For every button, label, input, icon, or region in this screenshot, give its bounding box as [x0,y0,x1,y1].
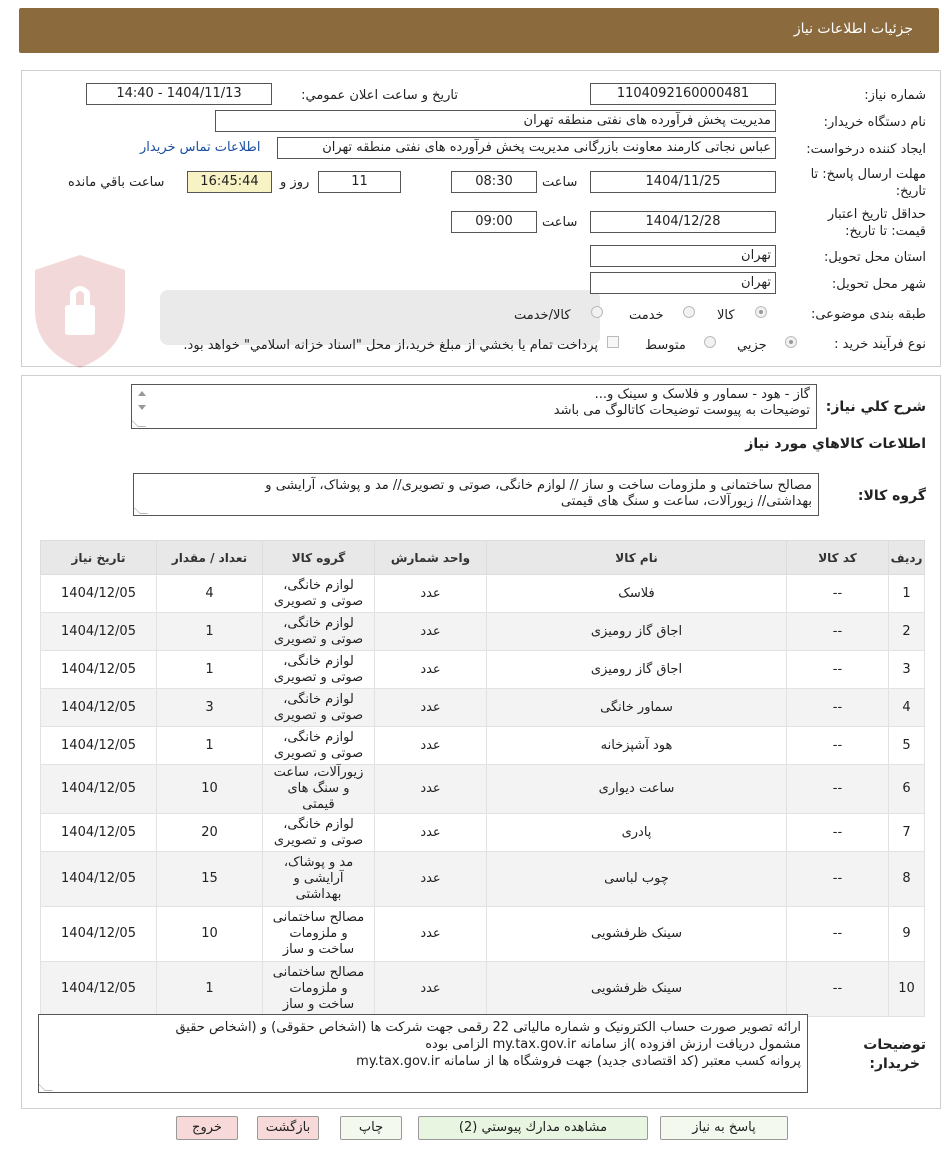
goods-group-line1: مصالح ساختمانی و ملزومات ساخت و ساز // لوازم خانگی، صوتی و تصویری// مد و پوشاک، آرایشی و [265,478,812,493]
buyer-notes-label [863,1036,926,1074]
col-name: نام کالا [487,541,787,575]
table-row [41,575,925,613]
description-line1: گاز - هود - سماور و فلاسک و سینک و... [594,387,810,402]
resize-grip-icon[interactable] [131,419,146,427]
validity-date-field: 1404/12/28 [590,211,776,233]
page-title: جزئیات اطلاعات نیاز [793,21,913,37]
cell-name: هود آشپزخانه [487,727,787,765]
announce-label: تاریخ و ساعت اعلان عمومي: [301,88,458,103]
deadline-time-field: 08:30 [451,171,537,193]
cell-unit: عدد [375,727,487,765]
print-button[interactable]: چاپ [340,1116,402,1140]
cell-qty: 15 [157,852,263,907]
cell-code: -- [787,613,889,651]
cell-group: زیورآلات، ساعت و سنگ های قیمتی [263,765,375,814]
cell-date: 1404/12/05 [41,689,157,727]
cell-name: سینک ظرفشویی [487,962,787,1017]
cell-group: مصالح ساختمانی و ملزومات ساخت و ساز [263,907,375,962]
cell-qty: 3 [157,689,263,727]
validity-label-line2: قيمت: تا تاريخ: [845,224,926,239]
cell-date: 1404/12/05 [41,814,157,852]
cell-unit: عدد [375,613,487,651]
province-field: تهران [590,245,776,267]
table-row [41,689,925,727]
cell-qty: 1 [157,651,263,689]
col-date: تاريخ نياز [41,541,157,575]
attachments-button[interactable]: مشاهده مدارك پيوستي (2) [418,1116,648,1140]
cell-row: 5 [889,727,925,765]
category-goods-radio[interactable] [755,306,767,318]
days-field: 11 [318,171,401,193]
description-label: شرح کلي نياز: [825,399,926,415]
validity-time-field: 09:00 [451,211,537,233]
reply-button[interactable]: پاسخ به نياز [660,1116,788,1140]
city-field: تهران [590,272,776,294]
cell-date: 1404/12/05 [41,651,157,689]
buyer-notes-line3: پروانه کسب معتبر (کد اقتصادی جدید) جهت فروشگاه ها از سامانه my.tax.gov.ir [356,1054,801,1069]
cell-date: 1404/12/05 [41,613,157,651]
announce-field: 1404/11/13 - 14:40 [86,83,272,105]
cell-unit: عدد [375,907,487,962]
description-line2: توضیحات به پیوست توضیحات کاتالوگ می باشد [553,403,810,418]
col-group: گروه کالا [263,541,375,575]
treasury-checkbox[interactable] [607,336,619,348]
table-row [41,852,925,907]
cell-name: ساعت دیواری [487,765,787,814]
cell-row: 8 [889,852,925,907]
requester-label: ايجاد کننده درخواست: [806,142,926,157]
cell-name: فلاسک [487,575,787,613]
cell-row: 6 [889,765,925,814]
requester-field: عباس نجاتی کارمند معاونت بازرگانی مدیریت پخش فرآورده های نفتی منطقه تهران [277,137,776,159]
city-label: شهر محل تحويل: [831,277,926,292]
cell-date: 1404/12/05 [41,907,157,962]
cell-date: 1404/12/05 [41,575,157,613]
cell-qty: 10 [157,907,263,962]
col-qty: تعداد / مقدار [157,541,263,575]
col-row: رديف [889,541,925,575]
cell-unit: عدد [375,651,487,689]
process-partial-radio[interactable] [785,336,797,348]
goods-section-title: اطلاعات کالاهاي مورد نياز [745,436,926,452]
cell-row: 2 [889,613,925,651]
cell-name: اجاق گاز رومیزی [487,651,787,689]
process-label: نوع فرآيند خريد : [834,337,926,352]
table-row [41,814,925,852]
cell-group: لوازم خانگی، صوتی و تصویری [263,727,375,765]
cell-group: مصالح ساختمانی و ملزومات ساخت و ساز [263,962,375,1017]
buyer-org-label: نام دستگاه خريدار: [823,115,926,130]
need-number-field: 1104092160000481 [590,83,776,105]
cell-group: لوازم خانگی، صوتی و تصویری [263,814,375,852]
cell-code: -- [787,689,889,727]
exit-button[interactable]: خروج [176,1116,238,1140]
table-row [41,651,925,689]
cell-date: 1404/12/05 [41,962,157,1017]
buyer-notes-label-line1: توضيحات [863,1037,926,1053]
cell-code: -- [787,575,889,613]
buyer-org-field: مدیریت پخش فرآورده های نفتی منطقه تهران [215,110,776,132]
cell-code: -- [787,814,889,852]
category-both-radio[interactable] [591,306,603,318]
process-medium-radio[interactable] [704,336,716,348]
cell-name: اجاق گاز رومیزی [487,613,787,651]
category-service-radio[interactable] [683,306,695,318]
cell-qty: 1 [157,962,263,1017]
cell-date: 1404/12/05 [41,727,157,765]
description-textarea[interactable] [131,384,817,429]
payment-note: پرداخت تمام يا بخشي از مبلغ خريد،از محل "اسناد خزانه اسلامي" خواهد بود. [183,338,598,353]
cell-code: -- [787,907,889,962]
table-header-row [41,541,925,575]
cell-name: پادری [487,814,787,852]
page-header [19,8,939,53]
table-row [41,613,925,651]
cell-code: -- [787,765,889,814]
cell-code: -- [787,852,889,907]
buyer-notes-textarea[interactable] [38,1014,808,1093]
remaining-label: ساعت باقي مانده [68,175,165,190]
cell-unit: عدد [375,852,487,907]
cell-date: 1404/12/05 [41,765,157,814]
goods-group-textarea[interactable] [133,473,819,516]
items-table [40,540,925,1017]
cell-group: مد و پوشاک، آرایشی و بهداشتی [263,852,375,907]
cell-row: 1 [889,575,925,613]
cell-qty: 10 [157,765,263,814]
cell-group: لوازم خانگی، صوتی و تصویری [263,651,375,689]
cell-unit: عدد [375,814,487,852]
cell-group: لوازم خانگی، صوتی و تصویری [263,575,375,613]
cell-qty: 20 [157,814,263,852]
remaining-time-field: 16:45:44 [187,171,272,193]
validity-hour-label: ساعت [542,215,578,230]
buyer-notes-label-line2: خريدار: [869,1056,920,1072]
cell-unit: عدد [375,765,487,814]
cell-group: لوازم خانگی، صوتی و تصویری [263,613,375,651]
deadline-date-field: 1404/11/25 [590,171,776,193]
buyer-contact-link[interactable]: اطلاعات تماس خريدار [140,140,261,155]
cell-name: سینک ظرفشویی [487,907,787,962]
cell-unit: عدد [375,962,487,1017]
cell-qty: 4 [157,575,263,613]
table-row [41,907,925,962]
cell-name: سماور خانگی [487,689,787,727]
scroll-arrows-icon[interactable] [136,388,148,414]
cell-code: -- [787,727,889,765]
table-row [41,727,925,765]
resize-grip-icon[interactable] [38,1083,53,1091]
process-partial-label: جزيي [737,338,767,353]
goods-group-line2: بهداشتی// زیورآلات، ساعت و سنگ های قیمتی [560,494,812,509]
col-code: کد کالا [787,541,889,575]
buyer-notes-line2: مشمول دریافت ارزش افزوده )از سامانه my.tax.gov.ir الزامی بوده [425,1037,801,1052]
category-service-label: خدمت [629,308,664,323]
deadline-label-line1: مهلت ارسال پاسخ: تا [810,167,926,182]
process-medium-label: متوسط [645,338,686,353]
col-unit: واحد شمارش [375,541,487,575]
deadline-hour-label: ساعت [542,175,578,190]
days-label: روز و [280,175,310,190]
cell-code: -- [787,962,889,1017]
category-label: طبقه بندی موضوعی: [810,307,926,322]
table-row [41,962,925,1017]
cell-unit: عدد [375,689,487,727]
buyer-notes-line1: ارائه تصویر صورت حساب الکترونیک و شماره مالیاتی 22 رقمی جهت شرکت ها (اشخاص حقوقی) و (اشخاص حقیق [175,1020,801,1035]
cell-qty: 1 [157,727,263,765]
cell-code: -- [787,651,889,689]
goods-group-label: گروه کالا: [857,488,926,504]
cell-row: 9 [889,907,925,962]
province-label: استان محل تحويل: [824,250,926,265]
deadline-label-line2: تاریخ: [895,184,926,199]
validity-label [828,206,926,240]
back-button[interactable]: بازگشت [257,1116,319,1140]
table-row [41,765,925,814]
cell-row: 4 [889,689,925,727]
deadline-label [811,166,926,200]
need-number-label: شماره نیاز: [864,88,926,103]
cell-row: 3 [889,651,925,689]
cell-row: 10 [889,962,925,1017]
cell-name: چوب لباسی [487,852,787,907]
cell-row: 7 [889,814,925,852]
cell-group: لوازم خانگی، صوتی و تصویری [263,689,375,727]
cell-unit: عدد [375,575,487,613]
validity-label-line1: حداقل تاريخ اعتبار [827,207,926,222]
category-goods-label: کالا [717,308,735,323]
cell-date: 1404/12/05 [41,852,157,907]
cell-qty: 1 [157,613,263,651]
category-both-label: کالا/خدمت [514,308,571,323]
